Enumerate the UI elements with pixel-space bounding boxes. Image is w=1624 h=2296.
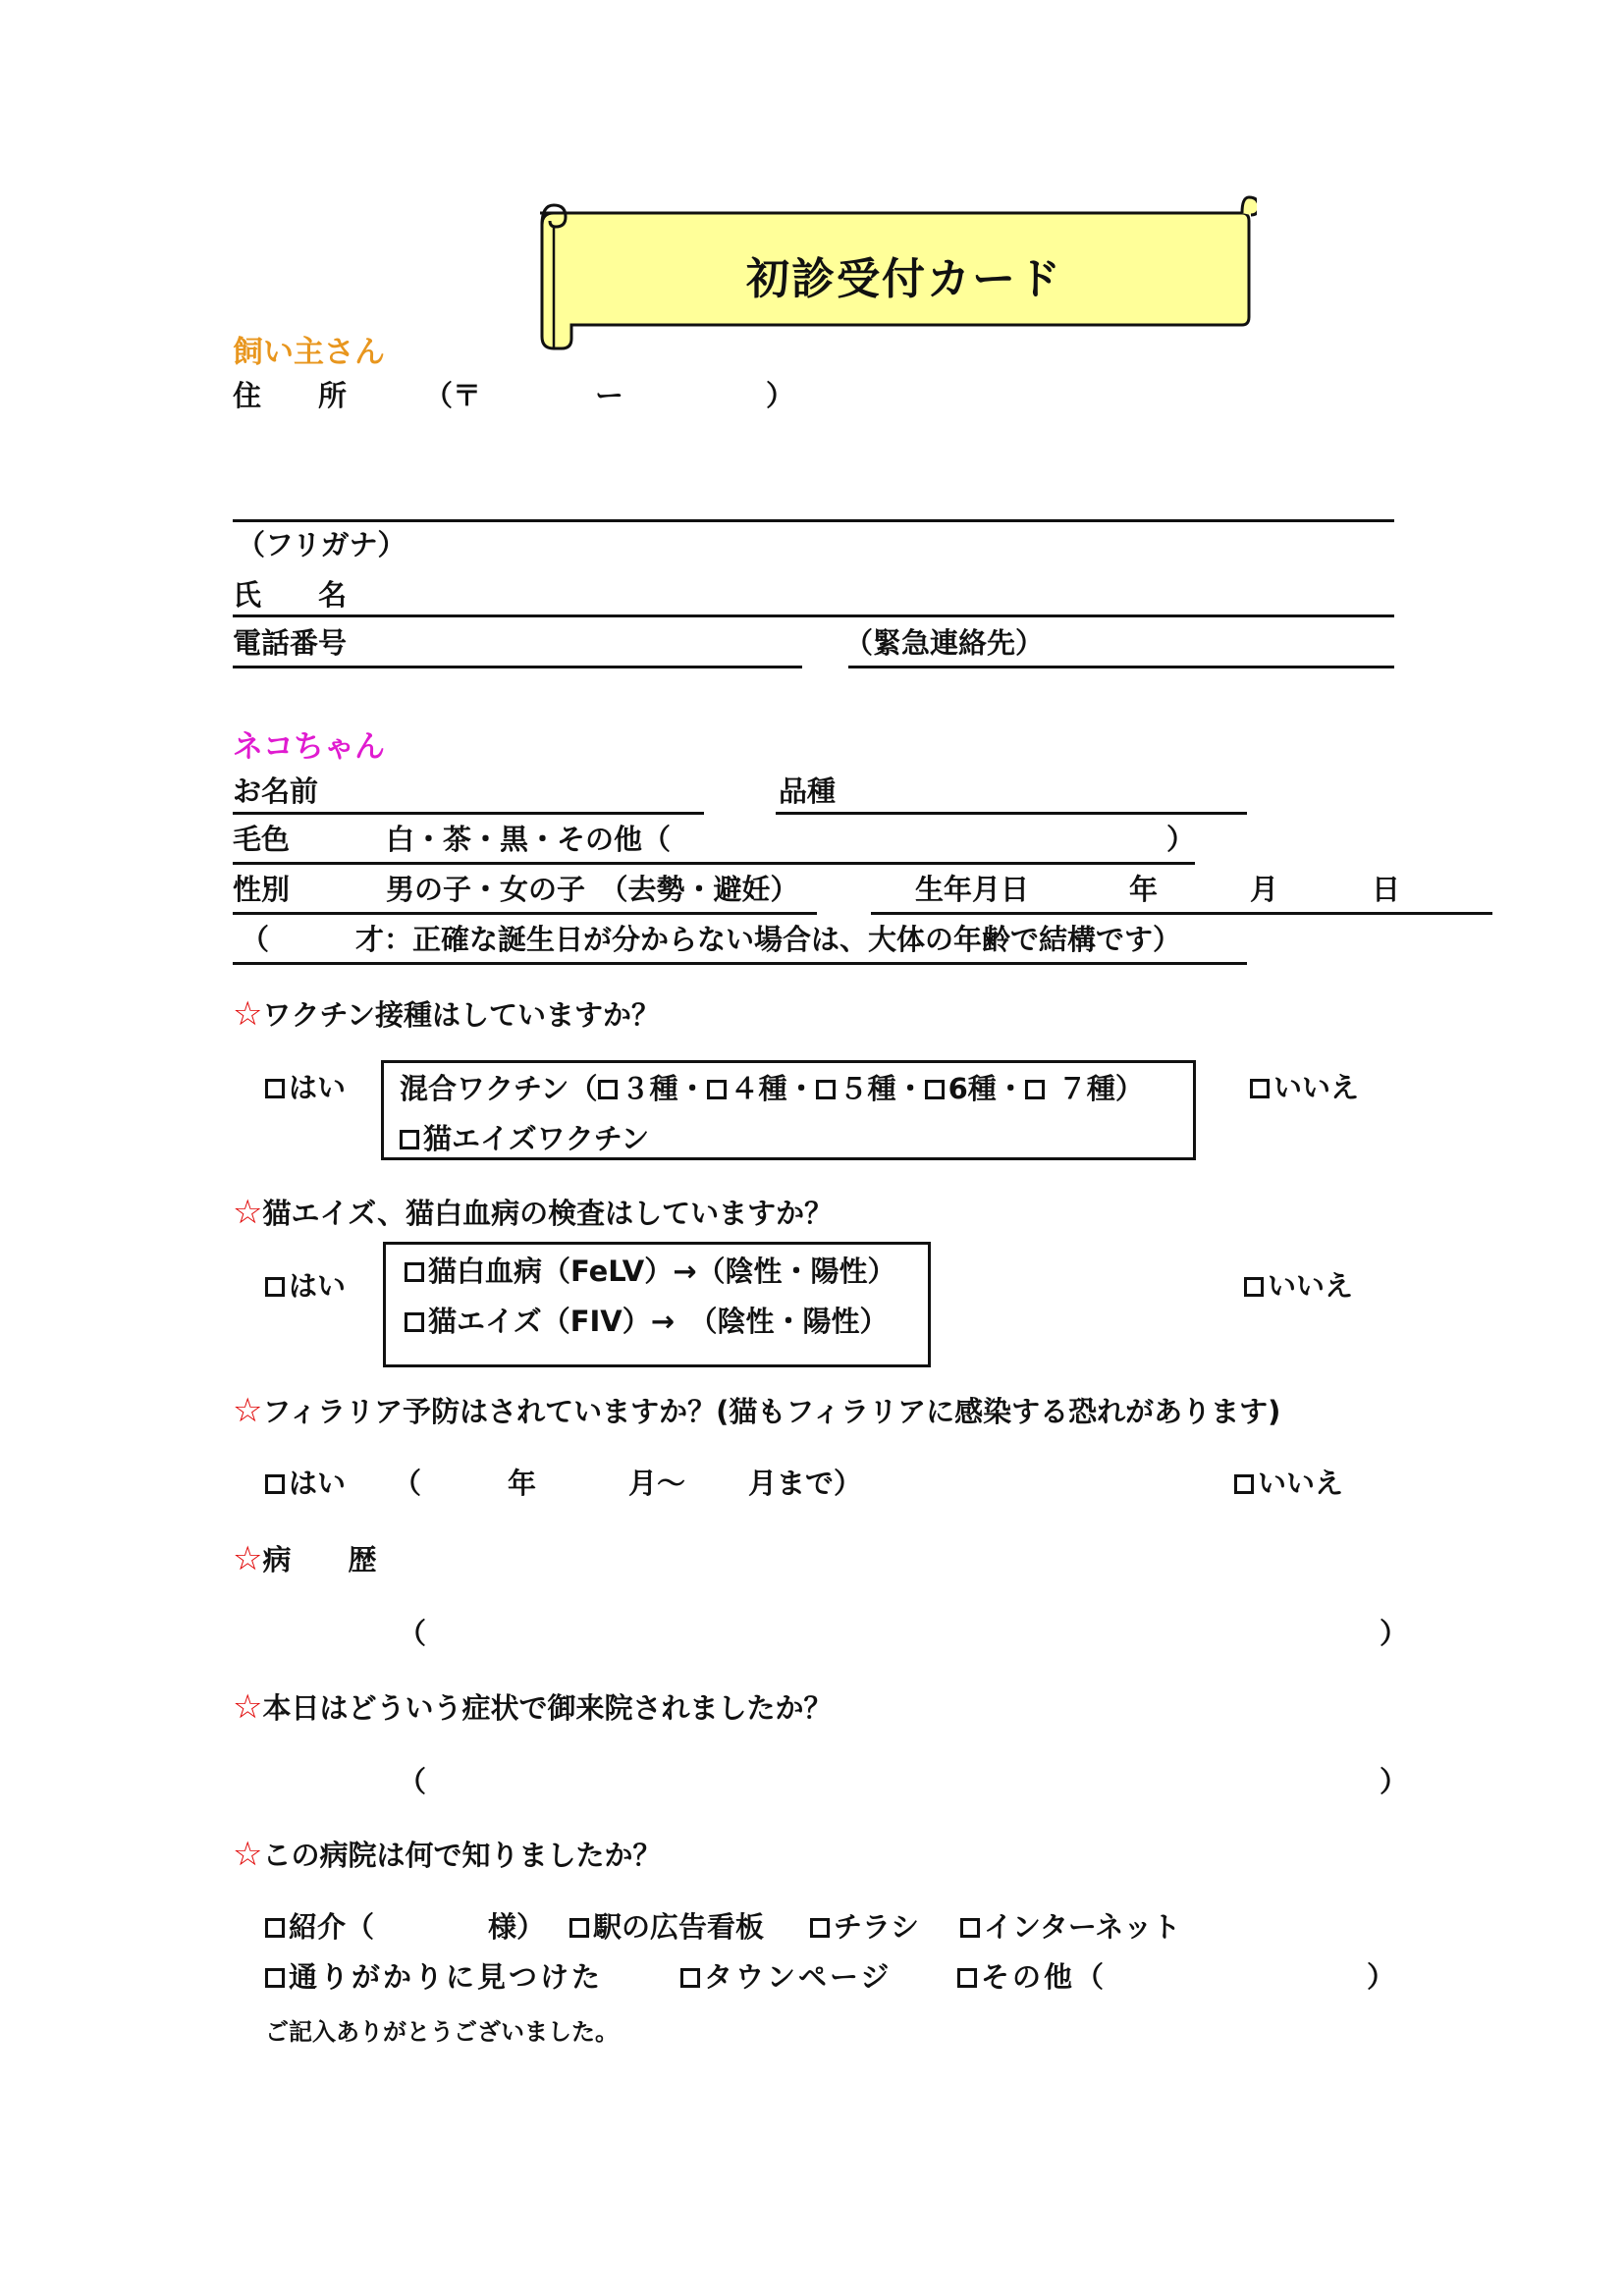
checkbox-icon[interactable] [960,1918,980,1938]
vaccine-question-text: ワクチン接種はしていますか？ [262,998,661,1032]
star-icon: ☆ [233,1687,263,1727]
townpage-option[interactable]: タウンページ [680,1960,892,1994]
furigana-label: （フリガナ） [237,528,406,561]
fiv-test-option[interactable]: 猫エイズ（FIV）→ （陰性・陽性） [405,1305,889,1338]
postal-code-field[interactable]: （〒 ー ） [424,379,795,412]
age-note: 才：正確な誕生日が分からない場合は、大体の年齢で結構です） [355,923,1182,956]
checkbox-icon[interactable] [569,1918,589,1938]
star-icon: ☆ [233,994,263,1034]
filaria-year-label: 年 [508,1467,537,1500]
phone-label: 電話番号 [233,626,348,660]
filaria-month-from-label: 月～ [628,1467,686,1500]
cat-name-label: お名前 [233,774,319,808]
star-icon: ☆ [233,1193,263,1232]
mixed-vaccine-row: 混合ワクチン（ ３種・ ４種・ ５種・ 6種・ ７種） [400,1072,1144,1105]
symptoms-question [233,1687,833,1727]
birthday-line[interactable] [871,912,1492,915]
filaria-yes-option[interactable]: はい [265,1467,346,1500]
coat-color-label: 毛色 [233,823,291,856]
checkbox-icon[interactable] [265,1968,285,1988]
vaccine-4-checkbox[interactable] [707,1080,727,1099]
test-question [233,1193,834,1232]
referral-option[interactable]: 紹介（ 様） [265,1910,545,1944]
history-question [233,1539,377,1578]
test-yes-option[interactable]: はい [265,1269,346,1303]
sex-line [233,912,817,915]
emergency-contact-label: （緊急連絡先） [844,626,1045,660]
birthday-label: 生年月日 [915,873,1030,906]
vaccine-7-checkbox[interactable] [1025,1080,1045,1099]
checkbox-icon[interactable] [1234,1474,1254,1494]
checkbox-icon[interactable] [265,1079,285,1098]
thanks-message: ご記入ありがとうございました。 [265,2018,619,2046]
internet-option[interactable]: インターネット [960,1910,1180,1944]
other-option[interactable]: その他（ [957,1960,1107,1994]
test-question-text: 猫エイズ、猫白血病の検査はしていますか？ [262,1197,834,1230]
star-icon: ☆ [233,1835,263,1874]
vaccine-no-option[interactable]: いいえ [1250,1071,1359,1104]
star-icon: ☆ [233,1391,263,1430]
checkbox-icon[interactable] [810,1918,830,1938]
checkbox-icon[interactable] [680,1968,700,1988]
history-open: （ [398,1617,427,1650]
cat-name-line[interactable] [233,812,704,815]
vaccine-question [233,994,661,1034]
phone-line[interactable] [233,666,802,668]
test-no-option[interactable]: いいえ [1244,1269,1353,1303]
owner-section-heading: 飼い主さん [233,335,385,370]
other-close: ） [1367,1960,1396,1994]
vaccine-6-checkbox[interactable] [925,1080,945,1099]
form-title: 初診受付カード [746,254,1062,304]
owner-name-line[interactable] [233,614,1394,617]
sex-label: 性別 [233,873,291,906]
history-close: ） [1380,1617,1409,1650]
vaccine-yes-option[interactable]: はい [265,1071,346,1104]
checkbox-icon[interactable] [400,1130,419,1149]
checkbox-icon[interactable] [957,1968,977,1988]
history-question-text: 病 歴 [262,1543,377,1576]
address-line [233,519,1394,522]
flyer-option[interactable]: チラシ [810,1910,919,1944]
checkbox-icon[interactable] [265,1918,285,1938]
address-label: 住 所 [233,379,348,412]
felv-test-option[interactable]: 猫白血病（FeLV）→（陰性・陽性） [405,1255,896,1288]
coat-color-line [233,862,1195,865]
filaria-question [233,1391,1281,1430]
checkbox-icon[interactable] [265,1474,285,1494]
vaccine-5-checkbox[interactable] [816,1080,836,1099]
age-line[interactable] [233,962,1247,965]
checkbox-icon[interactable] [1244,1277,1264,1297]
referral-question [233,1835,662,1874]
filaria-month-to-label: 月まで） [748,1467,863,1500]
symptoms-question-text: 本日はどういう症状で御来院されましたか？ [262,1691,833,1725]
birth-day-label: 日 [1372,873,1401,906]
filaria-question-text: フィラリア予防はされていますか？(猫もフィラリアに感染する恐れがあります) [262,1395,1281,1428]
symptoms-close: ） [1380,1765,1409,1798]
checkbox-icon[interactable] [405,1312,424,1332]
star-icon: ☆ [233,1539,263,1578]
owner-name-label: 氏 名 [233,578,348,612]
station-ad-option[interactable]: 駅の広告看板 [569,1910,764,1944]
referral-question-text: この病院は何で知りましたか？ [262,1839,662,1872]
sex-options[interactable]: 男の子・女の子 （去勢・避妊） [386,873,799,906]
cat-section-heading: ネコちゃん [233,729,385,765]
passing-option[interactable]: 通りがかりに見つけた [265,1960,603,1994]
vaccine-3-checkbox[interactable] [598,1080,618,1099]
coat-color-options[interactable]: 白・茶・黒・その他（ [386,823,672,856]
breed-line[interactable] [776,812,1247,815]
birth-month-label: 月 [1250,873,1279,906]
checkbox-icon[interactable] [405,1262,424,1282]
symptoms-open: （ [398,1765,427,1798]
filaria-no-option[interactable]: いいえ [1234,1467,1343,1500]
filaria-open: （ [393,1467,422,1500]
breed-label: 品種 [779,774,837,808]
checkbox-icon[interactable] [1250,1079,1270,1098]
emergency-contact-line[interactable] [848,666,1394,668]
fiv-vaccine-option[interactable]: 猫エイズワクチン [400,1122,649,1155]
age-open: （ [241,923,270,956]
checkbox-icon[interactable] [265,1277,285,1297]
coat-color-close: ） [1166,823,1196,856]
birth-year-label: 年 [1129,873,1159,906]
